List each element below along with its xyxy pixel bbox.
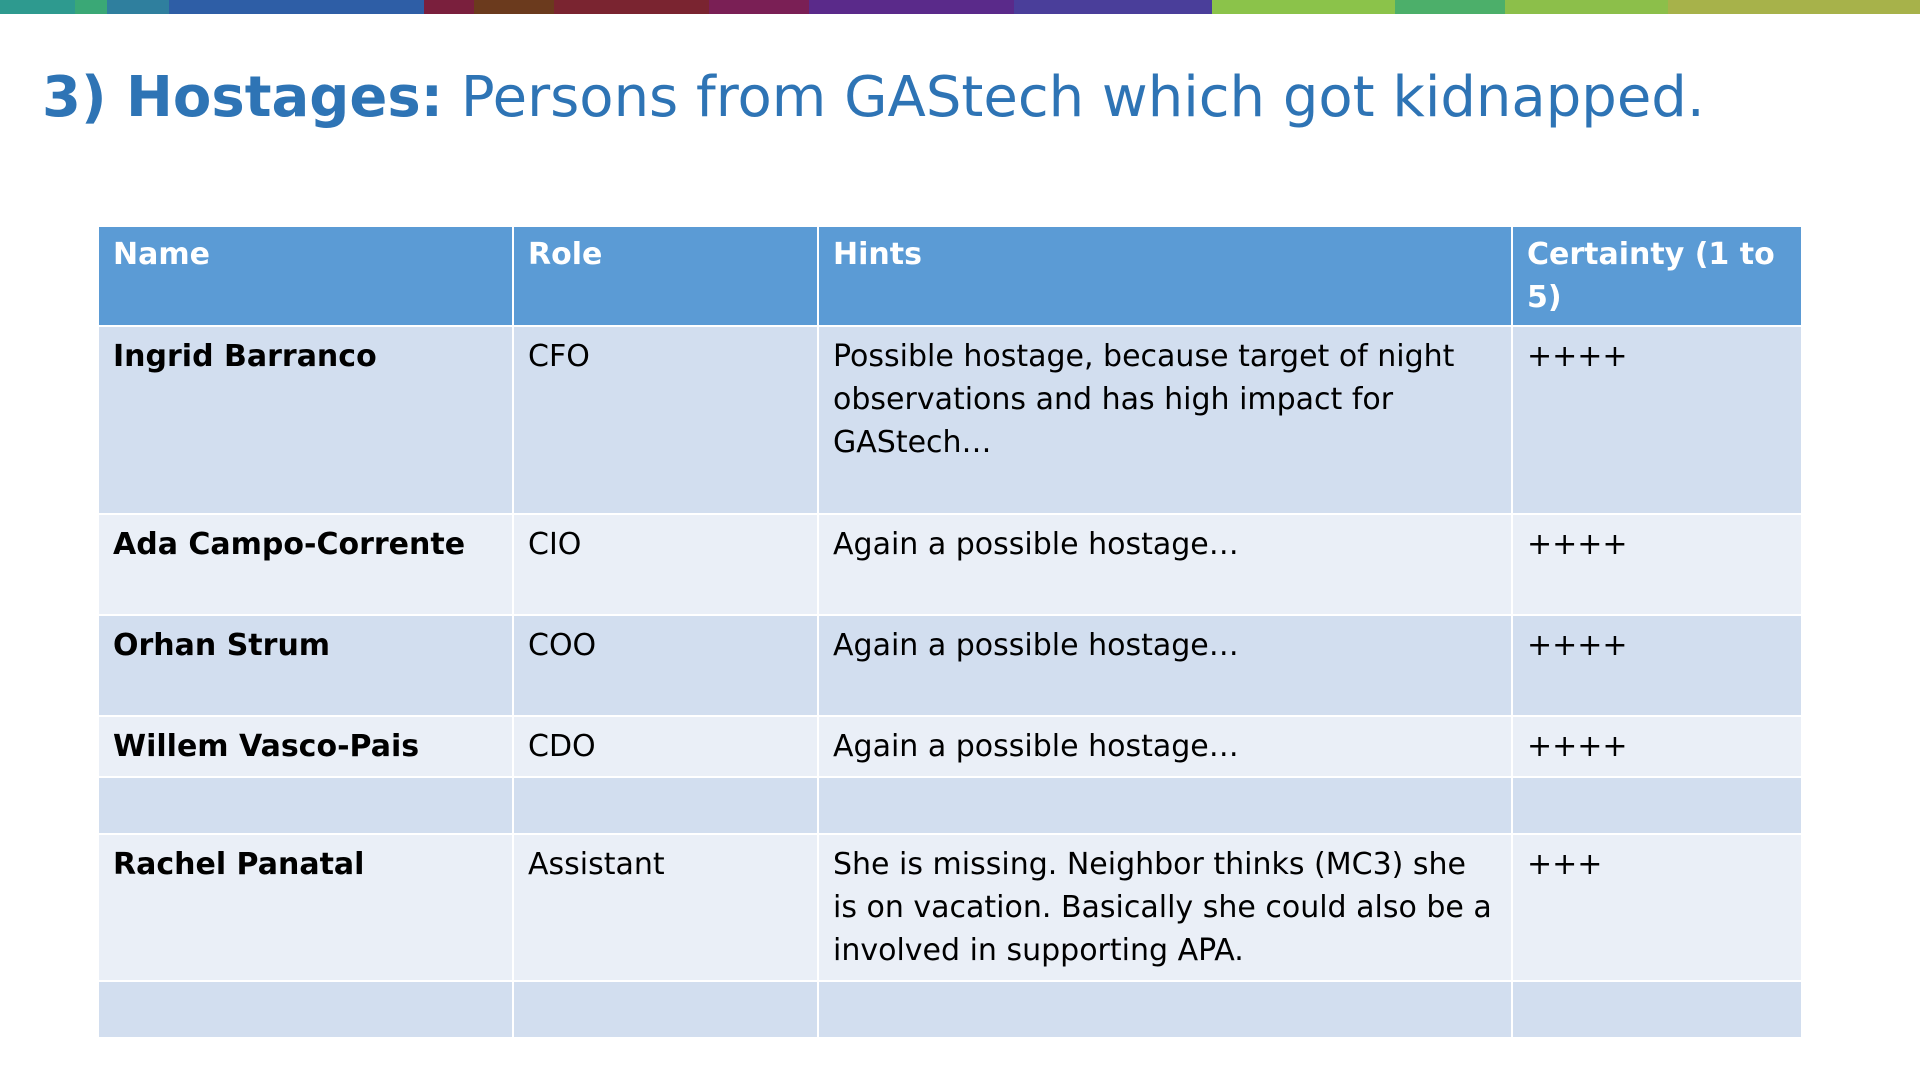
- header-role: Role: [513, 226, 818, 326]
- cell-name: Ingrid Barranco: [98, 326, 513, 514]
- cell-certainty: [1512, 981, 1802, 1038]
- cell-name: Willem Vasco-Pais: [98, 716, 513, 777]
- top-bar-segment: [1395, 0, 1505, 14]
- cell-hints: She is missing. Neighbor thinks (MC3) she is on vacation. Basically she could also be a involved in supporting APA.: [818, 834, 1512, 981]
- cell-role: CFO: [513, 326, 818, 514]
- cell-role: [513, 981, 818, 1038]
- cell-hints: [818, 777, 1512, 834]
- table-row: [98, 326, 1802, 514]
- cell-certainty: ++++: [1512, 514, 1802, 615]
- cell-hints: Again a possible hostage…: [818, 716, 1512, 777]
- cell-role: Assistant: [513, 834, 818, 981]
- cell-role: CDO: [513, 716, 818, 777]
- slide-title: [42, 60, 1705, 136]
- top-color-bar: [0, 0, 1920, 14]
- header-certainty: Certainty (1 to 5): [1512, 226, 1802, 326]
- cell-certainty: +++: [1512, 834, 1802, 981]
- cell-name: [98, 777, 513, 834]
- table-row: [98, 615, 1802, 716]
- cell-hints: Again a possible hostage…: [818, 514, 1512, 615]
- header-name: Name: [98, 226, 513, 326]
- top-bar-segment: [169, 0, 424, 14]
- table-row: [98, 981, 1802, 1038]
- top-bar-segment: [1668, 0, 1920, 14]
- top-bar-segment: [1014, 0, 1212, 14]
- table-header-row: [98, 226, 1802, 326]
- cell-name: [98, 981, 513, 1038]
- top-bar-segment: [474, 0, 554, 14]
- top-bar-segment: [75, 0, 107, 14]
- table-row: [98, 716, 1802, 777]
- top-bar-segment: [554, 0, 709, 14]
- title-rest-part: Persons from GAStech which got kidnapped.: [443, 65, 1705, 130]
- cell-hints: [818, 981, 1512, 1038]
- top-bar-segment: [709, 0, 809, 14]
- table-row: [98, 834, 1802, 981]
- cell-role: [513, 777, 818, 834]
- cell-hints: Possible hostage, because target of night observations and has high impact for GAStech…: [818, 326, 1512, 514]
- top-bar-segment: [1505, 0, 1668, 14]
- top-bar-segment: [809, 0, 1014, 14]
- header-hints: Hints: [818, 226, 1512, 326]
- cell-name: Orhan Strum: [98, 615, 513, 716]
- cell-role: COO: [513, 615, 818, 716]
- cell-certainty: [1512, 777, 1802, 834]
- cell-certainty: ++++: [1512, 716, 1802, 777]
- top-bar-segment: [424, 0, 474, 14]
- hostages-table: [97, 225, 1803, 1039]
- table-row: [98, 514, 1802, 615]
- title-bold-part: 3) Hostages:: [42, 65, 444, 130]
- cell-certainty: ++++: [1512, 615, 1802, 716]
- cell-certainty: ++++: [1512, 326, 1802, 514]
- table-row: [98, 777, 1802, 834]
- hostages-table-container: [97, 225, 1801, 1039]
- top-bar-segment: [0, 0, 75, 14]
- cell-name: Rachel Panatal: [98, 834, 513, 981]
- top-bar-segment: [1212, 0, 1395, 14]
- top-bar-segment: [107, 0, 169, 14]
- cell-hints: Again a possible hostage…: [818, 615, 1512, 716]
- cell-name: Ada Campo-Corrente: [98, 514, 513, 615]
- cell-role: CIO: [513, 514, 818, 615]
